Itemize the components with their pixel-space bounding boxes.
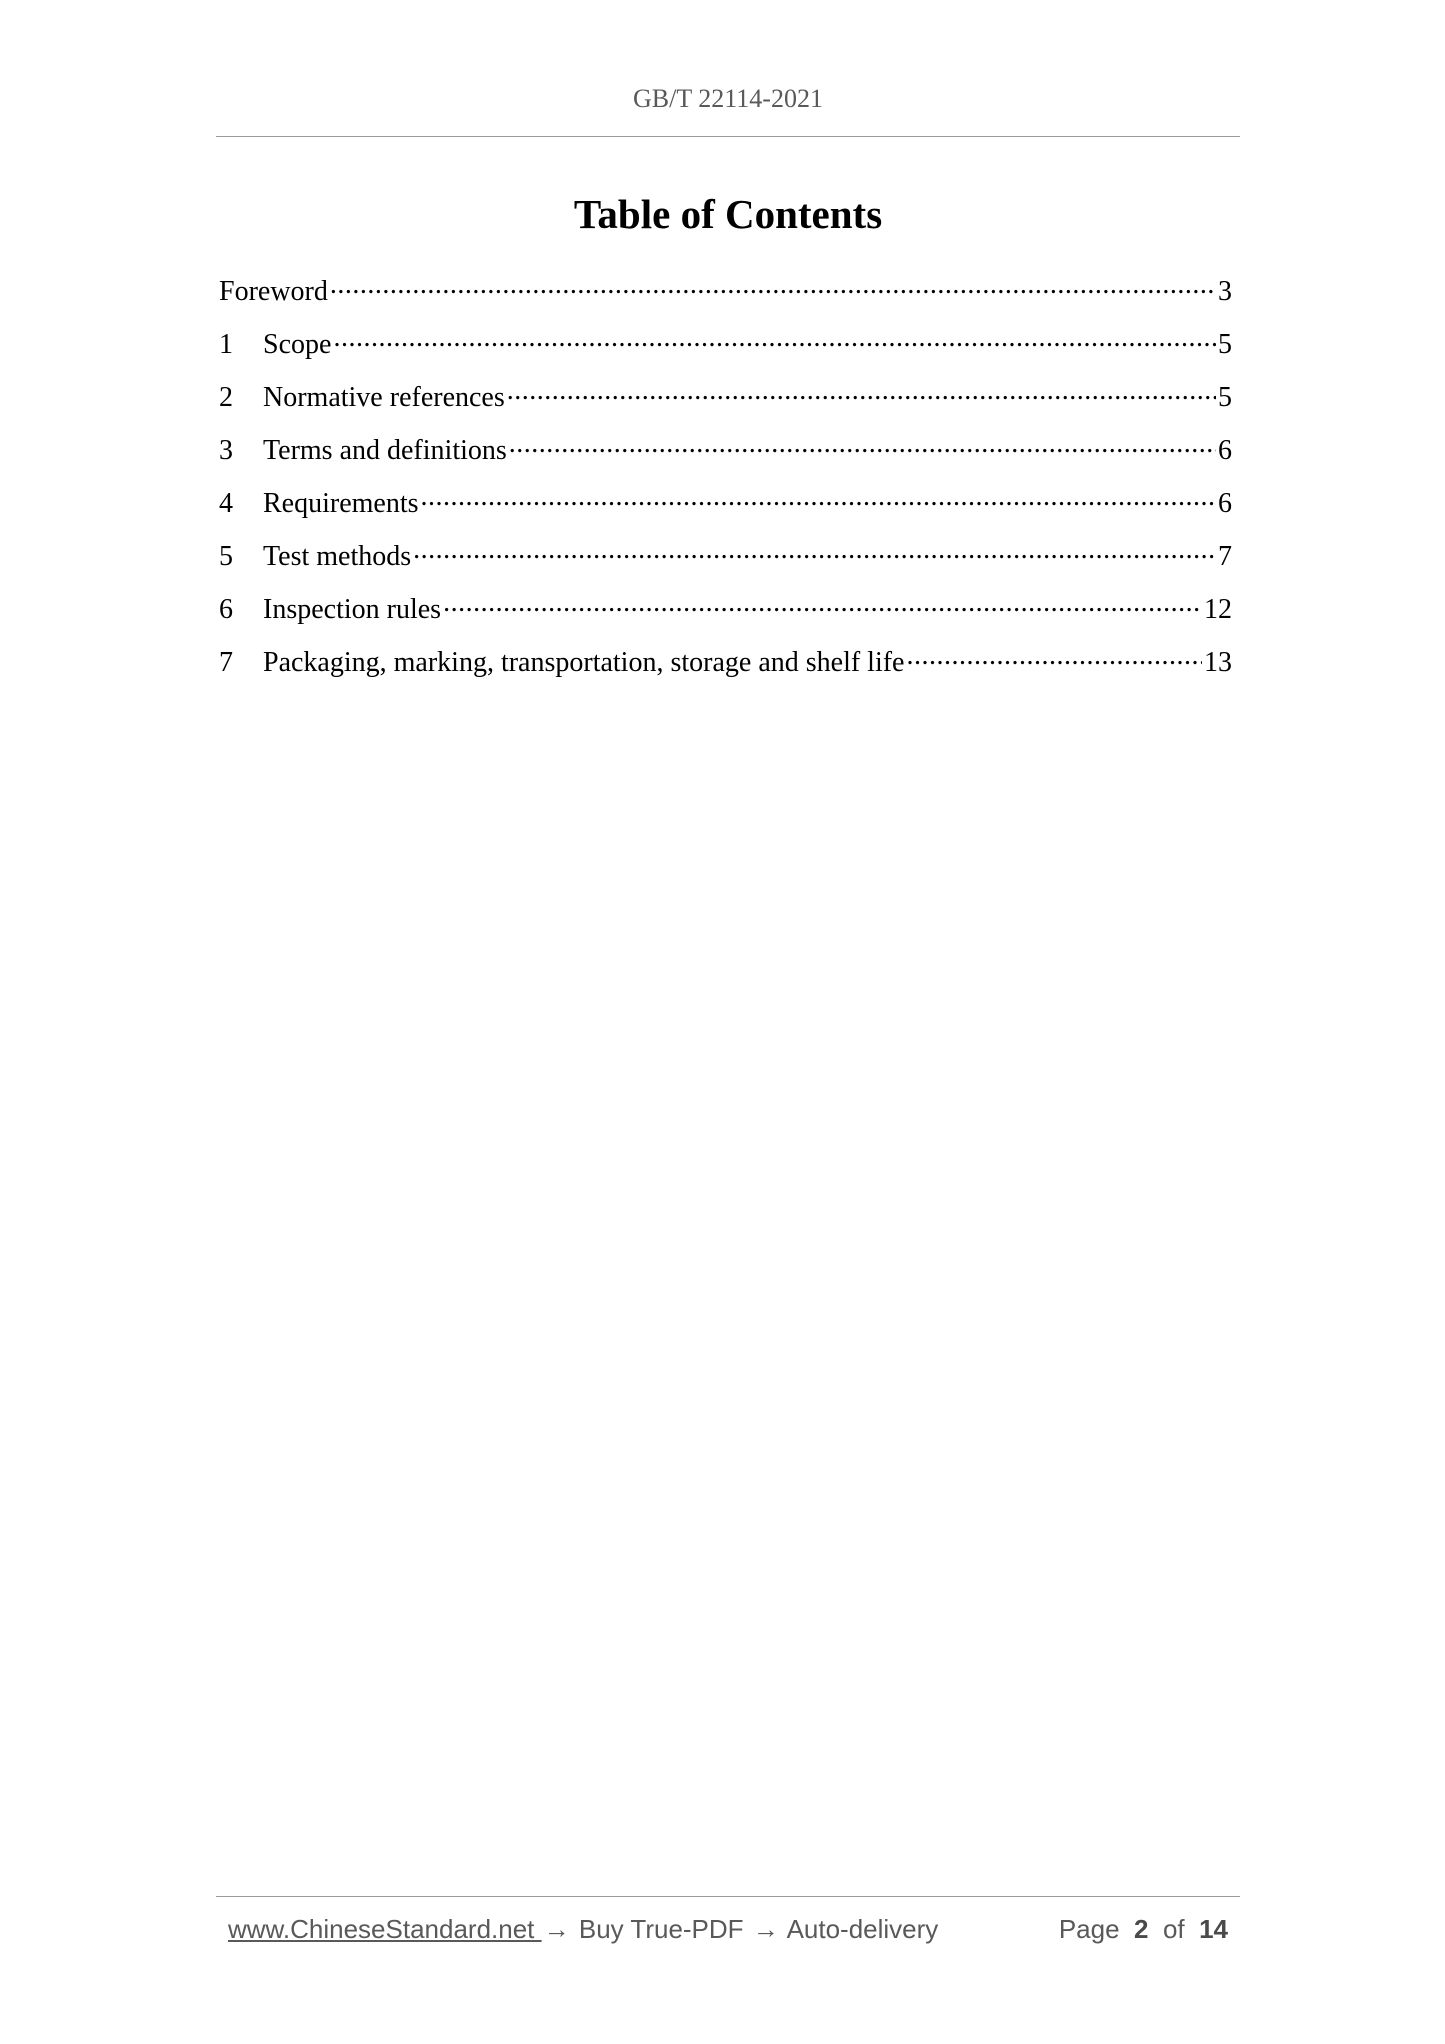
toc-leader-dots — [906, 643, 1202, 671]
toc-entry-title: Packaging, marking, transportation, storage and shelf life — [263, 647, 905, 678]
page-number — [1059, 1914, 1228, 1945]
page-of-label: of — [1162, 1914, 1185, 1944]
toc-leader-dots — [509, 431, 1216, 459]
footer-rule — [216, 1896, 1240, 1897]
page-current: 2 — [1134, 1914, 1149, 1944]
toc-entry-title: Scope — [263, 329, 332, 360]
buy-true-pdf-text: Buy True-PDF — [571, 1914, 751, 1944]
toc-entry-foreword[interactable] — [219, 272, 1232, 325]
toc-entry-number: 3 — [219, 435, 233, 466]
toc-entry-page: 12 — [1204, 594, 1232, 625]
toc-entry-title: Test methods — [263, 541, 412, 572]
toc-entry-page: 5 — [1218, 329, 1232, 360]
toc-leader-dots — [443, 590, 1202, 618]
toc-entry-page: 13 — [1204, 647, 1232, 678]
toc-entry-normative-references[interactable] — [219, 378, 1232, 431]
toc-entry-page: 3 — [1218, 276, 1232, 307]
toc-entry-number: 1 — [219, 329, 233, 360]
page-footer — [228, 1914, 1228, 1945]
table-of-contents — [219, 272, 1232, 696]
toc-entry-requirements[interactable] — [219, 484, 1232, 537]
toc-entry-scope[interactable] — [219, 325, 1232, 378]
toc-entry-title: Foreword — [219, 276, 328, 307]
toc-entry-terms-and-definitions[interactable] — [219, 431, 1232, 484]
toc-entry-title: Normative references — [263, 382, 505, 413]
toc-leader-dots — [333, 325, 1216, 353]
toc-entry-packaging[interactable] — [219, 643, 1232, 696]
toc-entry-title: Terms and definitions — [263, 435, 507, 466]
toc-entry-number: 4 — [219, 488, 233, 519]
toc-title: Table of Contents — [573, 191, 883, 237]
toc-entry-page: 7 — [1218, 541, 1232, 572]
toc-leader-dots — [421, 484, 1216, 512]
toc-entry-number: 6 — [219, 594, 233, 625]
toc-leader-dots — [413, 537, 1216, 565]
toc-entry-number: 2 — [219, 382, 233, 413]
toc-entry-title: Requirements — [263, 488, 419, 519]
toc-entry-page: 6 — [1218, 435, 1232, 466]
page-label: Page — [1058, 1914, 1120, 1944]
toc-leader-dots — [507, 378, 1216, 406]
toc-entry-page: 5 — [1218, 382, 1232, 413]
page-total: 14 — [1199, 1914, 1228, 1944]
header-rule — [216, 136, 1240, 137]
toc-entry-page: 6 — [1218, 488, 1232, 519]
website-link[interactable]: www.ChineseStandard.net — [228, 1914, 542, 1944]
footer-promo — [228, 1914, 938, 1945]
toc-leader-dots — [330, 272, 1216, 300]
arrow-right-icon: → — [752, 1914, 779, 1944]
toc-entry-number: 7 — [219, 647, 233, 678]
toc-entry-inspection-rules[interactable] — [219, 590, 1232, 643]
toc-entry-title: Inspection rules — [263, 594, 442, 625]
auto-delivery-text: Auto-delivery — [780, 1914, 939, 1944]
arrow-right-icon: → — [543, 1914, 570, 1944]
running-header: GB/T 22114-2021 — [633, 84, 823, 113]
toc-entry-test-methods[interactable] — [219, 537, 1232, 590]
toc-entry-number: 5 — [219, 541, 233, 572]
